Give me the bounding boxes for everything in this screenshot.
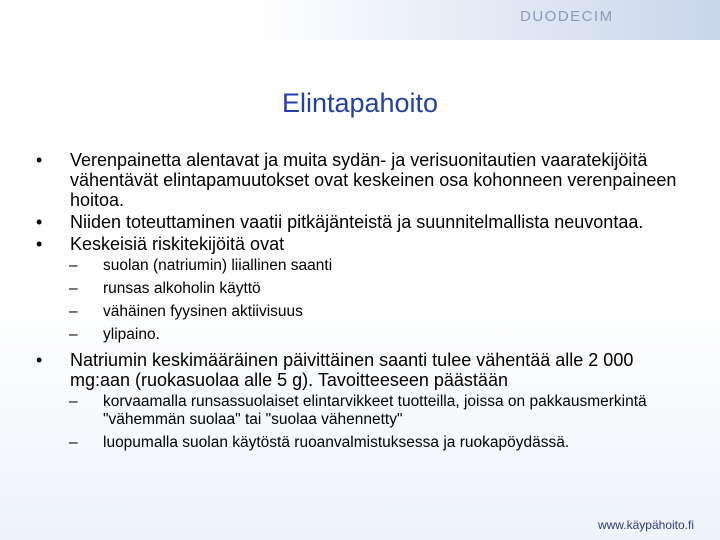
sub-bullet-item — [36, 257, 696, 275]
bullet-symbol: • — [36, 350, 43, 370]
sub-list-risk-factors — [36, 257, 696, 344]
header-bar — [0, 0, 720, 40]
bullet-item — [36, 212, 696, 232]
sub-bullet-item — [36, 326, 696, 344]
footer-url: www.käypähoito.fi — [597, 518, 694, 532]
slide-content — [36, 150, 696, 458]
sub-bullet-text: vähäinen fyysinen aktiivisuus — [103, 303, 303, 320]
dash-symbol: – — [69, 257, 78, 274]
bullet-symbol: • — [36, 212, 43, 232]
bullet-text: Natriumin keskimääräinen päivittäinen saanti tulee vähentää alle 2 000 mg:aan (ruokasuolaa alle 5 g). Tavoitteeseen päästään — [70, 350, 634, 390]
bullet-item — [36, 150, 696, 210]
bullet-text: Keskeisiä riskitekijöitä ovat — [70, 234, 285, 254]
sub-bullet-item — [36, 280, 696, 298]
sub-bullet-item — [36, 393, 696, 429]
sub-bullet-text: ylipaino. — [103, 326, 160, 343]
bullet-text: Verenpainetta alentavat ja muita sydän- ja verisuonitautien vaaratekijöitä vähentävät elintapamuutokset ovat keskeinen osa kohonneen verenpaineen hoitoa. — [70, 150, 677, 210]
bullet-item — [36, 350, 696, 390]
sub-list-sodium — [36, 393, 696, 452]
sub-bullet-text: runsas alkoholin käyttö — [103, 280, 261, 297]
sub-bullet-text: luopumalla suolan käytöstä ruoanvalmistuksessa ja ruokapöydässä. — [103, 434, 570, 451]
dash-symbol: – — [69, 434, 78, 451]
duodecim-logo: DUODECIM — [520, 8, 614, 25]
slide-title: Elintapahoito — [281, 88, 439, 118]
sub-bullet-text: suolan (natriumin) liiallinen saanti — [103, 257, 333, 274]
sub-bullet-item — [36, 434, 696, 452]
bullet-symbol: • — [36, 150, 43, 170]
sub-bullet-text: korvaamalla runsassuolaiset elintarvikkeet tuotteilla, joissa on pakkausmerkintä "vähemmän suolaa" tai "suolaa vähennetty" — [103, 393, 647, 428]
dash-symbol: – — [69, 326, 78, 343]
sub-bullet-item — [36, 303, 696, 321]
bullet-item — [36, 234, 696, 254]
dash-symbol: – — [69, 280, 78, 297]
bullet-symbol: • — [36, 234, 43, 254]
bullet-text: Niiden toteuttaminen vaatii pitkäjänteistä ja suunnitelmallista neuvontaa. — [70, 212, 644, 232]
dash-symbol: – — [69, 303, 78, 320]
dash-symbol: – — [69, 393, 78, 410]
